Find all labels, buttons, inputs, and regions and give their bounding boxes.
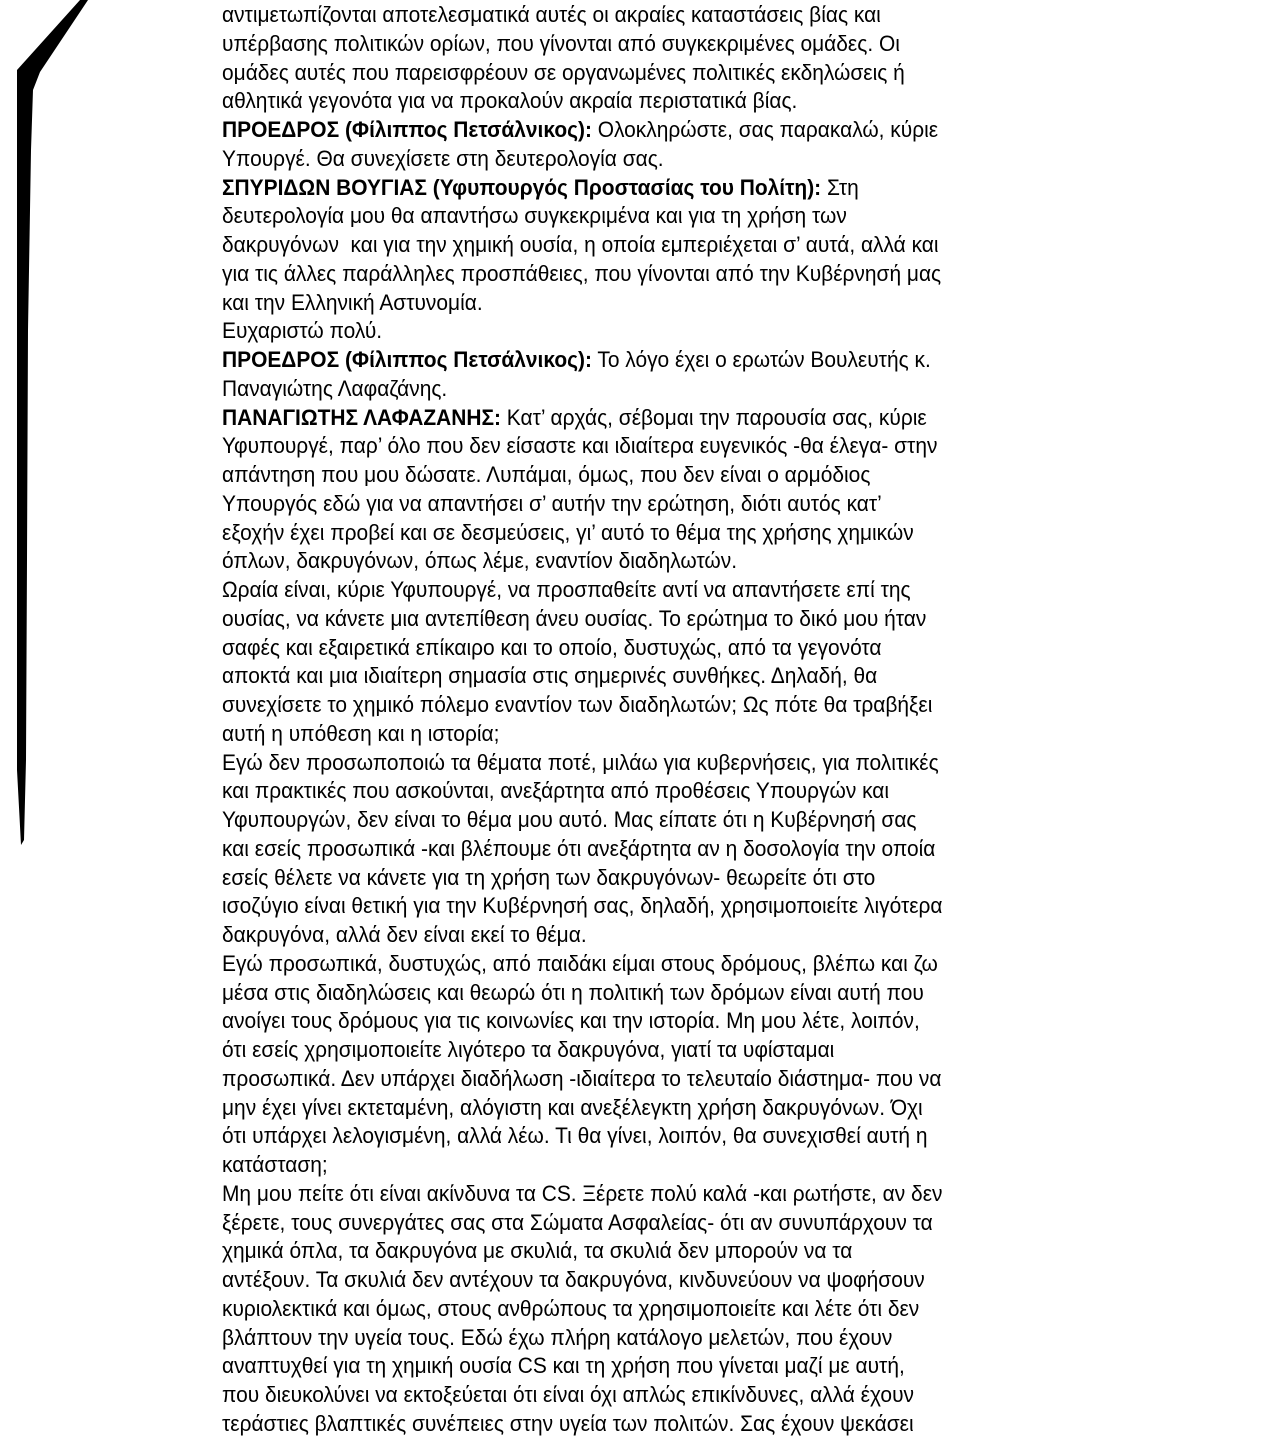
text-line xyxy=(222,404,1152,433)
line-text: και πρακτικές που ασκούνται, ανεξάρτητα από προθέσεις Υπουργών και xyxy=(222,778,890,804)
line-text: Ευχαριστώ πολύ. xyxy=(222,318,383,344)
text-line xyxy=(222,461,1152,490)
line-text: για τις άλλες παράλληλες προσπάθειες, που γίνονται από την Κυβέρνησή μας xyxy=(222,260,942,286)
text-line xyxy=(222,1065,1152,1094)
line-text: κυριολεκτικά και όμως, στους ανθρώπους τα χρησιμοποιείτε και λέτε ότι δεν xyxy=(222,1295,920,1321)
line-text: σαφές και εξαιρετικά επίκαιρο και το οποίο, δυστυχώς, από τα γεγονότα xyxy=(222,634,882,660)
line-text: απάντηση που μου δώσατε. Λυπάμαι, όμως, που δεν είναι ο αρμόδιος xyxy=(222,462,871,487)
speaker-name: ΠΑΝΑΓΙΩΤΗΣ ΛΑΦΑΖΑΝΗΣ: xyxy=(222,404,501,430)
line-text: δακρυγόνων και για την χημική ουσία, η οποία εμπεριέχεται σ’ αυτά, αλλά και xyxy=(222,232,939,257)
text-line xyxy=(222,806,1152,835)
line-text: αναπτυχθεί για τη χημική ουσία CS και τη χρήση που γίνεται μαζί με αυτή, xyxy=(222,1353,905,1379)
text-line xyxy=(222,59,1152,88)
line-text: Στη xyxy=(821,174,859,200)
text-line xyxy=(222,921,1152,950)
line-text: και εσείς προσωπικά -και βλέπουμε ότι ανεξάρτητα αν η δοσολογία την οποία xyxy=(222,835,936,861)
text-line xyxy=(222,691,1152,720)
line-text: ομάδες αυτές που παρεισφρέουν σε οργανωμένες πολιτικές εκδηλώσεις ή xyxy=(222,59,905,85)
line-text: βλάπτουν την υγεία τους. Εδώ έχω πλήρη κατάλογο μελετών, που έχουν xyxy=(222,1324,893,1350)
speaker-name: ΠΡΟΕΔΡΟΣ (Φίλιππος Πετσάλνικος): xyxy=(222,117,592,142)
text-line xyxy=(222,87,1152,116)
line-text: συνεχίσετε το χημικό πόλεμο εναντίον των διαδηλωτών; Ως πότε θα τραβήξει xyxy=(222,692,933,717)
line-text: αντιμετωπίζονται αποτελεσματικά αυτές οι ακραίες καταστάσεις βίας και xyxy=(222,2,881,27)
text-line xyxy=(222,662,1152,691)
line-text: Εγώ προσωπικά, δυστυχώς, από παιδάκι είμαι στους δρόμους, βλέπω και ζω xyxy=(222,950,938,976)
line-text: χημικά όπλα, τα δακρυγόνα με σκυλιά, τα σκυλιά δεν μπορούν να τα xyxy=(222,1238,853,1264)
line-text: Ολοκληρώστε, σας παρακαλώ, κύριε xyxy=(591,117,939,142)
line-text: όπλων, δακρυγόνων, όπως λέμε, εναντίον διαδηλωτών. xyxy=(222,548,738,574)
line-text: ότι υπάρχει λελογισμένη, αλλά λέω. Τι θα γίνει, λοιπόν, θα συνεχισθεί αυτή η xyxy=(222,1123,928,1149)
line-text: ισοζύγιο είναι θετική για την Κυβέρνησή σας, δηλαδή, χρησιμοποιείτε λιγότερα xyxy=(222,893,943,919)
line-text: ότι εσείς χρησιμοποιείτε λιγότερο τα δακρυγόνα, γιατί τα υφίσταμαι xyxy=(222,1037,835,1062)
line-text: ανοίγει τους δρόμους για τις κοινωνίες και την ιστορία. Μη μου λέτε, λοιπόν, xyxy=(222,1008,920,1034)
line-text: Κατ’ αρχάς, σέβομαι την παρουσία σας, κύριε xyxy=(500,404,927,430)
line-text: δευτερολογία μου θα απαντήσω συγκεκριμένα και για τη χρήση των xyxy=(222,203,847,229)
text-line xyxy=(222,749,1152,778)
line-text: τεράστιες βλαπτικές συνέπειες στην υγεία των πολιτών. Σας έχουν ψεκάσει xyxy=(222,1410,914,1436)
speaker-name: ΣΠΥΡΙΔΩΝ ΒΟΥΓΙΑΣ (Υφυπουργός Προστασίας του Πολίτη): xyxy=(222,174,822,200)
text-line xyxy=(222,432,1152,461)
line-text: ουσίας, να κάνετε μια αντεπίθεση άνευ ουσίας. Το ερώτημα το δικό μου ήταν xyxy=(222,605,927,631)
text-line xyxy=(222,1036,1152,1065)
text-line xyxy=(222,1324,1152,1353)
line-text: υπέρβασης πολιτικών ορίων, που γίνονται από συγκεκριμένες ομάδες. Οι xyxy=(222,30,900,56)
line-text: και την Ελληνική Αστυνομία. xyxy=(222,289,483,315)
text-line xyxy=(222,202,1152,231)
text-line xyxy=(222,317,1152,346)
text-line xyxy=(222,1266,1152,1295)
text-line xyxy=(222,375,1152,404)
line-text: που διευκολύνει να εκτοξεύεται ότι είναι όχι απλώς επικίνδυνες, αλλά έχουν xyxy=(222,1382,914,1407)
line-text: κατάσταση; xyxy=(222,1152,328,1177)
text-line xyxy=(222,519,1152,548)
speaker-name: ΠΡΟΕΔΡΟΣ (Φίλιππος Πετσάλνικος): xyxy=(222,347,592,372)
text-line xyxy=(222,950,1152,979)
line-text: αποκτά και μια ιδιαίτερη σημασία στις σημερινές συνθήκες. Δηλαδή, θα xyxy=(222,663,878,689)
text-line xyxy=(222,1151,1152,1180)
text-line xyxy=(222,1209,1152,1238)
line-text: μην έχει γίνει εκτεταμένη, αλόγιστη και ανεξέλεγκτη χρήση δακρυγόνων. Όχι xyxy=(222,1094,923,1120)
text-line xyxy=(222,1094,1152,1123)
line-text: Υπουργός εδώ για να απαντήσει σ’ αυτήν την ερώτηση, διότι αυτός κατ’ xyxy=(222,490,882,516)
text-line xyxy=(222,979,1152,1008)
text-line xyxy=(222,116,1152,145)
text-line xyxy=(222,605,1152,634)
line-text: Εγώ δεν προσωποποιώ τα θέματα ποτέ, μιλάω για κυβερνήσεις, για πολιτικές xyxy=(222,749,939,775)
line-text: προσωπικά. Δεν υπάρχει διαδήλωση -ιδιαίτερα το τελευταίο διάστημα- που να xyxy=(222,1065,942,1091)
line-text: ξέρετε, τους συνεργάτες σας στα Σώματα Ασφαλείας- ότι αν συνυπάρχουν τα xyxy=(222,1209,933,1235)
line-text: Το λόγο έχει ο ερωτών Βουλευτής κ. xyxy=(591,347,931,372)
text-line xyxy=(222,576,1152,605)
line-text: Υπουργέ. Θα συνεχίσετε στη δευτερολογία σας. xyxy=(222,145,664,171)
text-line xyxy=(222,145,1152,174)
text-line xyxy=(222,1122,1152,1151)
text-line xyxy=(222,1295,1152,1324)
text-line xyxy=(222,1381,1152,1410)
text-line xyxy=(222,1410,1152,1439)
line-text: Μη μου πείτε ότι είναι ακίνδυνα τα CS. Ξέρετε πολύ καλά -και ρωτήστε, αν δεν xyxy=(222,1180,943,1206)
text-line xyxy=(222,260,1152,289)
text-line xyxy=(222,30,1152,59)
text-line xyxy=(222,777,1152,806)
line-text: Υφυπουργέ, παρ’ όλο που δεν είσαστε και ιδιαίτερα ευγενικός -θα έλεγα- στην xyxy=(222,433,938,459)
line-text: μέσα στις διαδηλώσεις και θεωρώ ότι η πολιτική των δρόμων είναι αυτή που xyxy=(222,979,924,1005)
line-text: Υφυπουργών, δεν είναι το θέμα μου αυτό. Μας είπατε ότι η Κυβέρνησή σας xyxy=(222,807,917,832)
text-line xyxy=(222,346,1152,375)
document-body xyxy=(222,1,1152,1439)
text-line xyxy=(222,174,1152,203)
text-line xyxy=(222,1007,1152,1036)
text-line xyxy=(222,1180,1152,1209)
line-text: εσείς θέλετε να κάνετε για τη χρήση των δακρυγόνων- θεωρείτε ότι στο xyxy=(222,864,876,890)
text-line xyxy=(222,864,1152,893)
text-line xyxy=(222,1237,1152,1266)
text-line xyxy=(222,1,1152,30)
line-text: αυτή η υπόθεση και η ιστορία; xyxy=(222,720,500,746)
line-text: αντέξουν. Τα σκυλιά δεν αντέχουν τα δακρυγόνα, κινδυνεύουν να ψοφήσουν xyxy=(222,1267,925,1292)
line-text: δακρυγόνα, αλλά δεν είναι εκεί το θέμα. xyxy=(222,922,587,947)
scan-edge-mark xyxy=(0,0,120,850)
text-line xyxy=(222,1352,1152,1381)
text-line xyxy=(222,720,1152,749)
text-line xyxy=(222,892,1152,921)
text-line xyxy=(222,289,1152,318)
text-line xyxy=(222,634,1152,663)
text-line xyxy=(222,835,1152,864)
text-line xyxy=(222,547,1152,576)
text-line xyxy=(222,490,1152,519)
line-text: εξοχήν έχει προβεί και σε δεσμεύσεις, γι’ αυτό το θέμα της χρήσης χημικών xyxy=(222,519,914,545)
line-text: αθλητικά γεγονότα για να προκαλούν ακραία περιστατικά βίας. xyxy=(222,88,798,114)
line-text: Παναγιώτης Λαφαζάνης. xyxy=(222,375,448,401)
line-text: Ωραία είναι, κύριε Υφυπουργέ, να προσπαθείτε αντί να απαντήσετε επί της xyxy=(222,577,911,602)
text-line xyxy=(222,231,1152,260)
